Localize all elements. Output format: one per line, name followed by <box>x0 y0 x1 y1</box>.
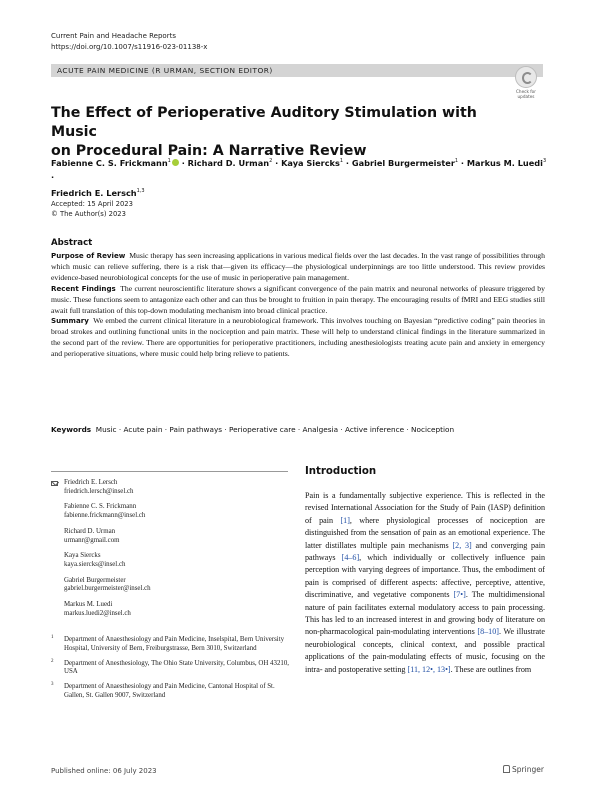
contact-item: Kaya Siercks kaya.siercks@insel.ch <box>51 552 291 570</box>
contact-item: Fabienne C. S. Frickmann fabienne.frickmann@insel.ch <box>51 503 291 521</box>
keywords-list: Music · Acute pain · Pain pathways · Perioperative care · Analgesia · Active inference · Nociception <box>95 425 455 434</box>
citation-link[interactable]: [1] <box>340 515 350 525</box>
copyright: © The Author(s) 2023 <box>51 210 126 218</box>
citation-link[interactable]: [11, 12•, 13•] <box>407 664 451 674</box>
email-link[interactable]: fabienne.frickmann@insel.ch <box>64 512 146 520</box>
author-name[interactable]: Kaya Siercks <box>281 158 340 168</box>
journal-header <box>51 31 207 53</box>
contact-item: Markus M. Luedi markus.luedi2@insel.ch <box>51 601 291 619</box>
author-name[interactable]: Markus M. Luedi <box>466 158 543 168</box>
keywords <box>51 425 545 435</box>
affiliations <box>51 636 291 707</box>
citation-link[interactable]: [7•] <box>453 590 466 600</box>
abstract-summary: Summary We embed the current clinical literature in a neurobiological framework. This involves touching on Bayesian “predictive coding” pain theories in broad strokes and outlining functional units in the nociception and pain matrix. These will help to understand clinical findings in the literature summarized in the second part of the review. There are opportunities for perioperative practitioners, including anesthesiologists treating acute pain and anxiety in emergency and perioperative situations, where music could help bring relieve to patients. <box>51 316 545 359</box>
abstract-body <box>51 251 545 360</box>
email-link[interactable]: urmanr@gmail.com <box>64 536 120 544</box>
published-date: Published online: 06 July 2023 <box>51 767 157 775</box>
abstract-purpose: Purpose of Review Music therapy has seen increasing applications in various medical fields over the last decades. In the vast range of possibilities through which music can relieve suffering, there is a risk that—given its efficacy—the physiological underpinnings are too little understood. This review provides evidence-based neurobiological concepts for the use of music in perioperative pain management. <box>51 251 545 282</box>
introduction-body: Pain is a fundamentally subjective experience. This is reflected in the revised International Association for the Study of Pain (IASP) definition of pain [1], where physiological processes of nociception are distinguished from the sensation of pain as an emotional experience. The latter distillates multiple pain mechanisms [2, 3] and converging pain pathways [4–6], which individually or collectively influence pain perception with varying degrees of importance. Thus, the embodiment of pain is comprised of different aspects: affective, perceptive, attentive, discriminative, and vegetative components [7•]. The multidimensional nature of pain facilitates external modulatory access to pain processing. This has led to an increased interest in and growing body of literature on non-pharmacological pain-modulating interventions [8–10]. We illustrate neurobiological concepts, clinical context, and possible practical applications of the pain-modulating effects of music, focusing on the intra- and postoperative setting [11, 12•, 13•]. These are outlines from <box>305 491 546 674</box>
check-for-updates-badge[interactable] <box>512 66 540 98</box>
doi-link[interactable]: https://doi.org/10.1007/s11916-023-01138-x <box>51 43 208 51</box>
citation-link[interactable]: [8–10] <box>477 627 499 637</box>
introduction-heading: Introduction <box>305 466 377 477</box>
citation-link[interactable]: [2, 3] <box>452 540 472 550</box>
contact-item: Friedrich E. Lersch friedrich.lersch@insel.ch <box>51 479 291 497</box>
email-link[interactable]: friedrich.lersch@insel.ch <box>64 487 134 495</box>
author-name[interactable]: Richard D. Urman <box>187 158 270 168</box>
envelope-icon <box>51 481 58 486</box>
accepted-date: Accepted: 15 April 2023 <box>51 200 133 208</box>
email-link[interactable]: kaya.siercks@insel.ch <box>64 560 126 568</box>
author-name[interactable]: Friedrich E. Lersch <box>51 188 137 198</box>
author-list: Fabienne C. S. Frickmann$^1$ · Richard D. Urman$^2$ · Kaya Siercks$^1$ · Gabriel Burgermeister$^1$ · Markus M. Luedi$^3$ · Friedrich E. Lersch$^{1,3}$ <box>51 158 547 198</box>
abstract-heading: Abstract <box>51 238 93 248</box>
divider <box>51 471 288 472</box>
section-banner: ACUTE PAIN MEDICINE (R URMAN, SECTION EDITOR) <box>51 64 543 77</box>
contact-item: Richard D. Urman urmanr@gmail.com <box>51 528 291 546</box>
abstract-findings: Recent Findings The current neuroscientific literature shows a significant convergence of the pain matrix and neuronal networks of pleasure triggered by music. These functions seem to antagonize each other and can thus be brought to fruition in pain therapy. The encouraging results of fMRI and EEG studies still await full translation of this top-down modulating mechanism into broad clinical practice. <box>51 283 545 315</box>
article-dates <box>51 199 133 219</box>
author-name[interactable]: Fabienne C. S. Frickmann <box>51 158 168 168</box>
journal-name: Current Pain and Headache Reports <box>51 32 176 40</box>
contact-item: Gabriel Burgermeister gabriel.burgermeister@insel.ch <box>51 577 291 595</box>
email-link[interactable]: markus.luedi2@insel.ch <box>64 609 131 617</box>
springer-horse-icon <box>503 765 510 773</box>
check-for-updates-icon <box>515 66 537 88</box>
citation-link[interactable]: [4–6] <box>341 553 360 563</box>
affiliation-item: 3 Department of Anaesthesiology and Pain Medicine, Cantonal Hospital of St. Gallen, St. Gallen 9007, Switzerland <box>51 682 275 699</box>
affiliation-item: 1 Department of Anaesthesiology and Pain Medicine, Inselspital, Bern University Hospital, University of Bern, Freiburgstrasse, Bern 3010, Switzerland <box>51 635 285 652</box>
orcid-icon[interactable] <box>172 159 179 166</box>
email-link[interactable]: gabriel.burgermeister@insel.ch <box>64 585 151 593</box>
affiliation-item: 2 Department of Anesthesiology, The Ohio State University, Columbus, OH 43210, USA <box>51 658 290 676</box>
corresponding-contacts <box>51 479 291 625</box>
badge-label: Check for updates <box>516 89 536 99</box>
article-title: The Effect of Perioperative Auditory Stimulation with Music on Procedural Pain: A Narrative Review <box>51 105 477 159</box>
author-name[interactable]: Gabriel Burgermeister <box>351 158 455 168</box>
keywords-label: Keywords <box>51 425 92 434</box>
publisher-logo: Springer <box>503 765 544 774</box>
